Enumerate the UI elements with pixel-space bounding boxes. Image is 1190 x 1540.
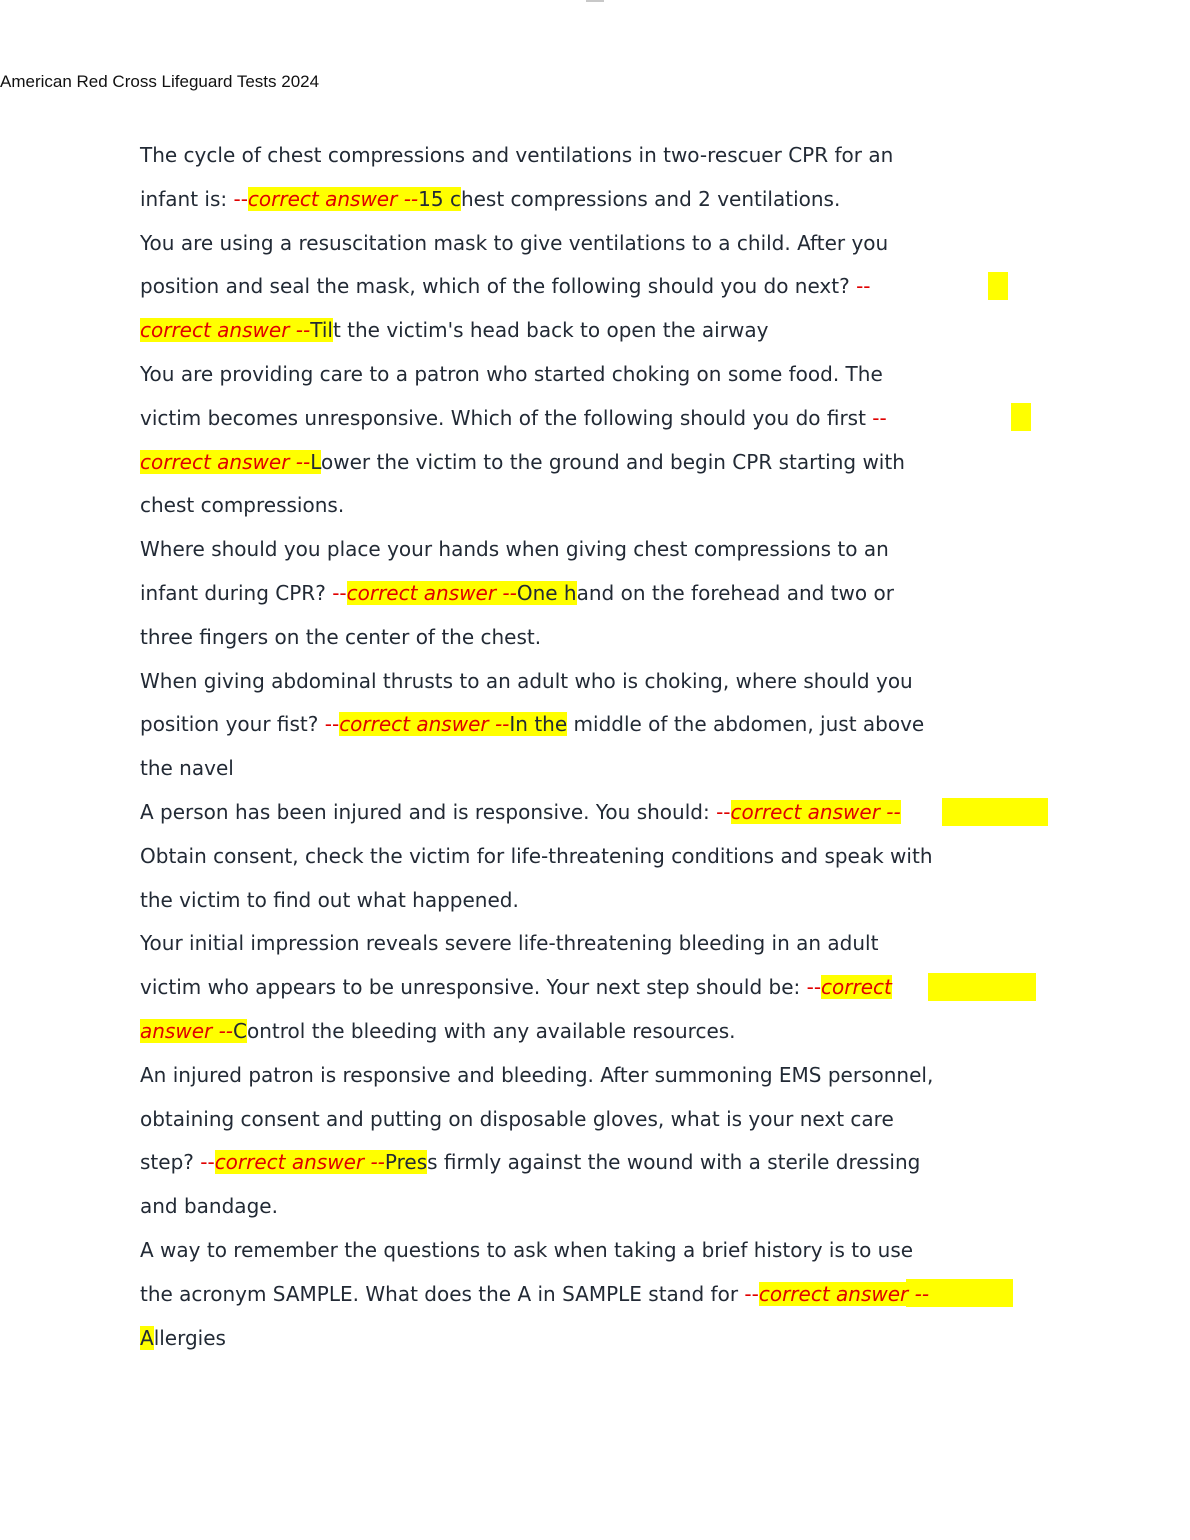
answer-label: correct answer -- — [730, 799, 901, 824]
qa-item — [140, 660, 940, 791]
answer-separator: -- — [332, 580, 347, 605]
qa-item — [140, 528, 940, 659]
document-header: American Red Cross Lifeguard Tests 2024 — [0, 72, 320, 91]
question-text: You are using a resuscitation mask to give ventilations to a child. After you position and seal the mask, which of the following should you do next? — [140, 230, 889, 299]
qa-item — [140, 922, 940, 1053]
qa-item — [140, 134, 940, 222]
answer-separator: -- — [233, 186, 248, 211]
qa-item — [140, 222, 940, 353]
answer-separator: -- — [872, 405, 887, 430]
answer-separator: -- — [200, 1150, 215, 1175]
qa-item — [140, 353, 940, 528]
highlight-fragment — [1011, 403, 1031, 431]
answer-separator: -- — [324, 712, 340, 737]
answer-label: correct answer -- — [758, 1281, 930, 1306]
answer-text-start: One h — [516, 580, 577, 605]
highlight-fragment — [942, 798, 1048, 826]
answer-text: ontrol the bleeding with any available resources. — [247, 1018, 736, 1043]
answer-text-start: A — [140, 1325, 154, 1350]
question-text: The cycle of chest compressions and ventilations in two-rescuer CPR for an infant is: — [140, 143, 894, 211]
answer-text-start: Pres — [384, 1150, 428, 1175]
qa-list — [140, 134, 940, 1360]
answer-separator: -- — [806, 975, 822, 1000]
answer-text: s firmly against the wound with a sterile dressing and bandage. — [140, 1150, 921, 1219]
question-text: An injured patron is responsive and bleeding. After summoning EMS personnel, obtaining consent and putting on disposable gloves, what is your next care step? — [140, 1062, 934, 1175]
answer-label: correct answer -- — [214, 1150, 385, 1175]
answer-text: hest compressions and 2 ventilations. — [460, 186, 841, 211]
question-text: A person has been injured and is responsive. You should: — [140, 799, 710, 824]
answer-label: correct answer -- — [339, 712, 510, 737]
page-top-mark — [586, 0, 604, 2]
answer-label: correct answer -- — [140, 449, 311, 474]
answer-text-start: In the — [509, 712, 568, 737]
answer-text-start: L — [310, 449, 322, 474]
answer-separator: -- — [716, 799, 731, 824]
answer-label: correct answer -- — [140, 318, 311, 343]
answer-text: ower the victim to the ground and begin CPR starting with chest compressions. — [140, 449, 905, 518]
question-text: Where should you place your hands when giving chest compressions to an infant during CPR? — [140, 537, 889, 605]
answer-text-start: C — [233, 1018, 247, 1043]
qa-item — [140, 1054, 940, 1229]
answer-separator: -- — [744, 1281, 759, 1306]
answer-text-start: 15 c — [418, 186, 461, 211]
question-text: When giving abdominal thrusts to an adult who is choking, where should you position your fist? — [140, 668, 913, 737]
answer-text: t the victim's head back to open the airway — [332, 318, 769, 343]
answer-separator: -- — [856, 274, 871, 299]
answer-text: and on the forehead and two or three fingers on the center of the chest. — [140, 580, 894, 649]
answer-label: correct answer -- — [140, 975, 892, 1043]
answer-text: middle of the abdomen, just above the navel — [140, 712, 925, 781]
question-text: Your initial impression reveals severe life-threatening bleeding in an adult victim who appears to be unresponsive. Your next step should be: — [140, 931, 879, 1000]
answer-text-start: Til — [310, 318, 333, 343]
question-text: A way to remember the questions to ask when taking a brief history is to use the acronym SAMPLE. What does the A in SAMPLE stand for — [140, 1237, 914, 1306]
qa-item — [140, 1229, 940, 1360]
highlight-fragment — [988, 272, 1008, 300]
answer-text: llergies — [153, 1325, 226, 1350]
answer-text: Obtain consent, check the victim for life-threatening conditions and speak with the victim to find out what happened. — [140, 843, 933, 912]
question-text: You are providing care to a patron who started choking on some food. The victim becomes unresponsive. Which of the following should you do first — [140, 361, 883, 430]
qa-item — [140, 791, 940, 922]
answer-label: correct answer -- — [247, 186, 419, 211]
answer-label: correct answer -- — [346, 580, 517, 605]
highlight-fragment — [928, 973, 1036, 1001]
